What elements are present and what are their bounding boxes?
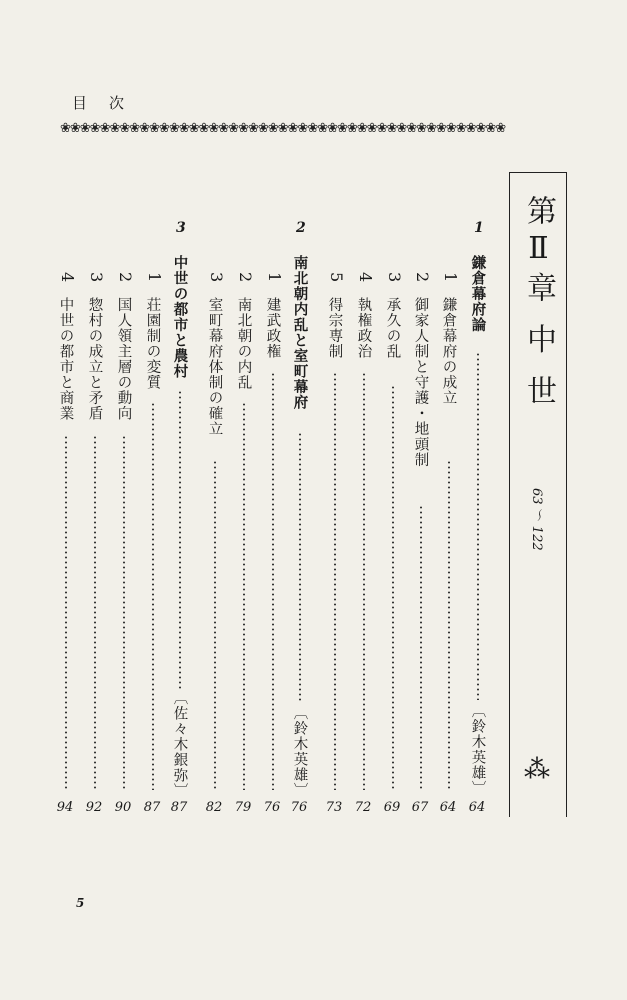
- chapter-rule-left: [509, 172, 510, 817]
- item-title: 承久の乱: [384, 297, 401, 359]
- chapter-mark-icon: ⁂: [524, 755, 550, 785]
- page-number: 82: [205, 800, 223, 815]
- page-header: 目次: [72, 94, 147, 112]
- section-title: 南北朝内乱と室町幕府: [291, 255, 308, 410]
- leader-dots: [334, 372, 336, 790]
- page-number: 73: [325, 800, 343, 815]
- item-title: 惣村の成立と矛盾: [86, 297, 103, 421]
- item-title: 室町幕府体制の確立: [206, 297, 223, 437]
- leader-dots: [420, 505, 422, 790]
- item-title: 執権政治: [355, 297, 372, 359]
- leader-dots: [392, 385, 394, 790]
- page-number: 67: [411, 800, 429, 815]
- leader-dots: [152, 402, 154, 790]
- leader-dots: [214, 460, 216, 790]
- item-number: 3: [207, 272, 226, 284]
- page-number: 90: [114, 800, 132, 815]
- item-number: 4: [58, 272, 77, 284]
- page-number: 92: [85, 800, 103, 815]
- section-author: 〔鈴木英雄〕: [469, 703, 486, 796]
- item-title: 南北朝の内乱: [235, 297, 252, 390]
- section-number: 3: [176, 220, 186, 236]
- item-number: 1: [265, 272, 284, 284]
- item-number: 3: [87, 272, 106, 284]
- leader-dots: [448, 460, 450, 790]
- leader-dots: [477, 352, 479, 700]
- item-number: 5: [327, 272, 346, 284]
- item-number: 3: [385, 272, 404, 284]
- page-number: 79: [234, 800, 252, 815]
- page-number: 69: [383, 800, 401, 815]
- page-number: 87: [170, 800, 188, 815]
- item-title: 御家人制と守護・地頭制: [412, 297, 429, 468]
- chapter-rule-top: [509, 172, 567, 173]
- item-title: 中世の都市と商業: [57, 297, 74, 421]
- leader-dots: [123, 435, 125, 790]
- folio-page-number: 5: [76, 896, 85, 910]
- section-title: 中世の都市と農村: [171, 255, 188, 379]
- item-title: 鎌倉幕府の成立: [440, 297, 457, 406]
- item-title: 建武政権: [264, 297, 281, 359]
- leader-dots: [94, 435, 96, 790]
- item-number: 1: [145, 272, 164, 284]
- section-number: 1: [474, 220, 484, 236]
- page-number: 64: [468, 800, 486, 815]
- page-number: 76: [263, 800, 281, 815]
- leader-dots: [243, 402, 245, 790]
- item-title: 荘園制の変質: [144, 297, 161, 390]
- section-author: 〔佐々木銀弥〕: [171, 690, 188, 799]
- section-title: 鎌倉幕府論: [469, 255, 486, 333]
- page-number: 87: [143, 800, 161, 815]
- item-title: 国人領主層の動向: [115, 297, 132, 421]
- chapter-title: 第Ⅱ章 中 世: [521, 195, 556, 412]
- page-number: 64: [439, 800, 457, 815]
- page-number: 72: [354, 800, 372, 815]
- leader-dots: [65, 435, 67, 790]
- leader-dots: [299, 432, 301, 702]
- item-number: 4: [356, 272, 375, 284]
- section-author: 〔鈴木英雄〕: [291, 705, 308, 798]
- item-number: 2: [236, 272, 255, 284]
- item-title: 得宗専制: [326, 297, 343, 359]
- item-number: 2: [116, 272, 135, 284]
- item-number: 2: [413, 272, 432, 284]
- ornamental-border: ❀❀❀❀❀❀❀❀❀❀❀❀❀❀❀❀❀❀❀❀❀❀❀❀❀❀❀❀❀❀❀❀❀❀❀❀❀❀❀❀❀❀❀❀❀: [60, 121, 506, 136]
- page-number: 94: [56, 800, 74, 815]
- leader-dots: [363, 372, 365, 790]
- item-number: 1: [441, 272, 460, 284]
- leader-dots: [272, 372, 274, 790]
- leader-dots: [179, 390, 181, 690]
- page-number: 76: [290, 800, 308, 815]
- chapter-rule-right: [566, 172, 567, 817]
- chapter-range: 63 〜 122: [529, 488, 544, 551]
- section-number: 2: [296, 220, 306, 236]
